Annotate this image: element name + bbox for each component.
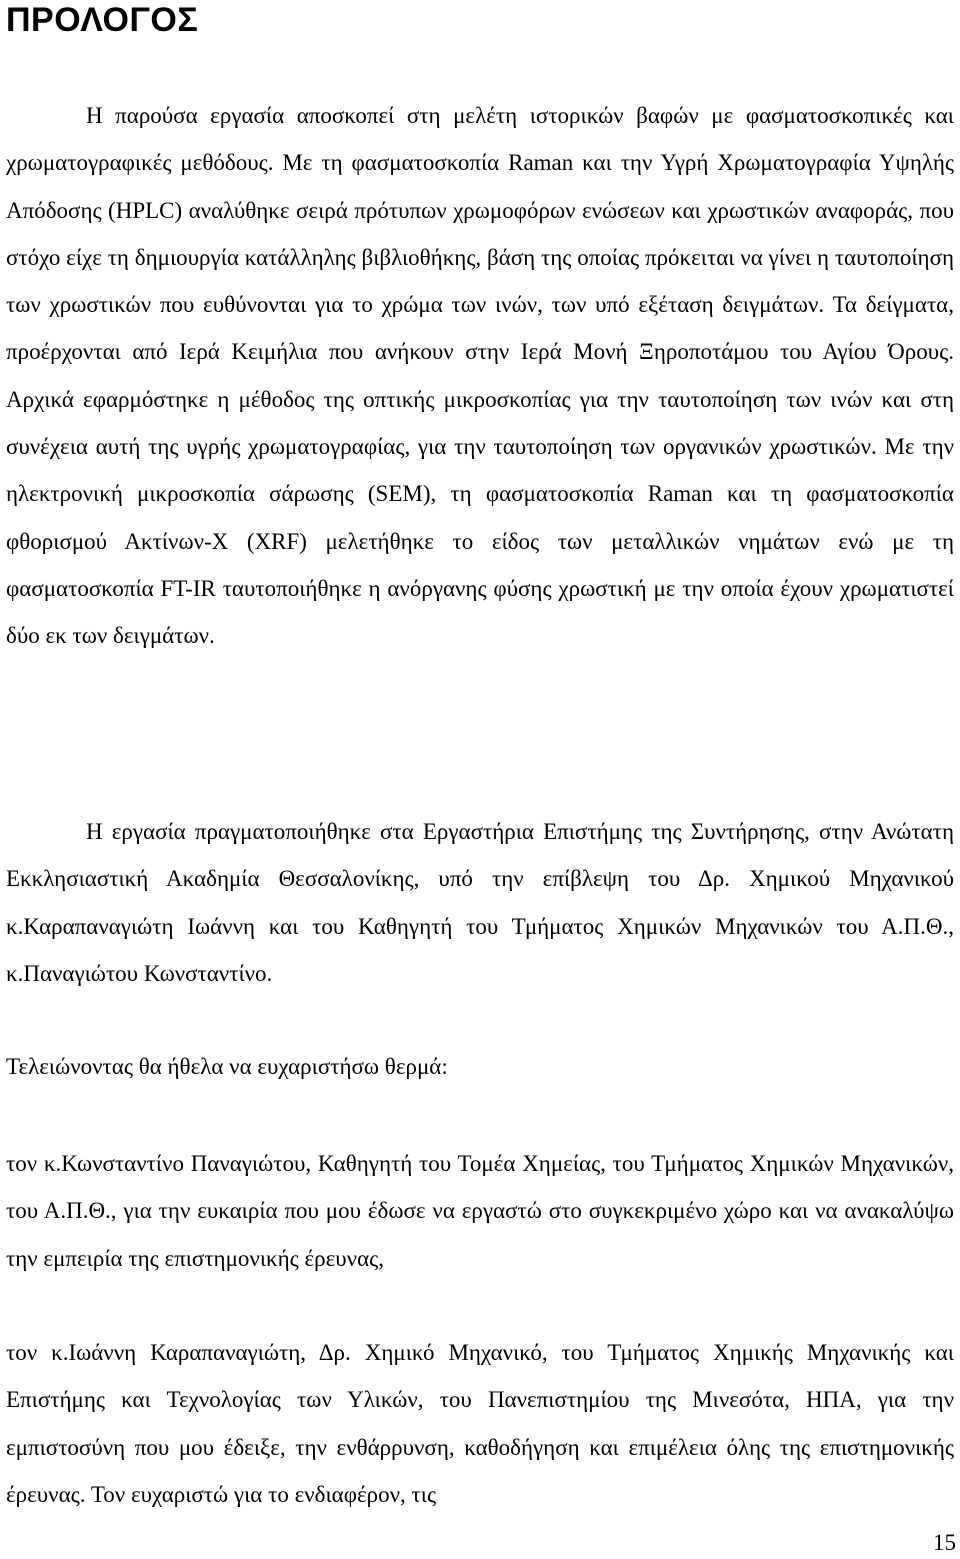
page-number: 15 bbox=[933, 1530, 956, 1555]
paragraph-abstract: Η παρούσα εργασία αποσκοπεί στη μελέτη ιστορικών βαφών με φασματοσκοπικές και χρωματογραφικές μεθόδους. Με τη φασματοσκοπία Raman και την Υγρή Χρωματογραφία Υψηλής Απόδοσης (HPLC) αναλύθηκε σειρά πρότυπων χρωμοφόρων ενώσεων και χρωστικών αναφοράς, που στόχο είχε τη δημιουργία κατάλληλης βιβλιοθήκης, βάση της οποίας πρόκειται να γίνει η ταυτοποίηση των χρωστικών που ευθύνονται για το χρώμα των ινών, των υπό εξέταση δειγμάτων. Τα δείγματα, προέρχονται από Ιερά Κειμήλια που ανήκουν στην Ιερά Μονή Ξηροποτάμου του Αγίου Όρους. Αρχικά εφαρμόστηκε η μέθοδος της οπτικής μικροσκοπίας για την ταυτοποίηση των ινών και στη συνέχεια αυτή της υγρής χρωματογραφίας, για την ταυτοποίηση των οργανικών χρωστικών. Με την ηλεκτρονική μικροσκοπία σάρωσης (SEM), τη φασματοσκοπία Raman και τη φασματοσκοπία φθορισμού Ακτίνων-Χ (XRF) μελετήθηκε το είδος των μεταλλικών νημάτων ενώ με τη φασματοσκοπία FT-IR ταυτοποιήθηκε η ανόργανης φύσης χρωστική με την οποία έχουν χρωματιστεί δύο εκ των δειγμάτων. bbox=[6, 103, 954, 649]
paragraph-thanks-karapanagiotis: τον κ.Ιωάννη Καραπαναγιώτη, Δρ. Χημικό Μηχανικό, του Τμήματος Χημικής Μηχανικής και Επιστήμης και Τεχνολογίας των Υλικών, του Πανεπιστημίου της Μινεσότα, ΗΠΑ, για την εμπιστοσύνη που μου έδειξε, την ενθάρρυνση, καθοδήγηση και επιμέλεια όλης της επιστημονικής έρευνας. Τον ευχαριστώ για το ενδιαφέρον, τις bbox=[6, 1340, 954, 1507]
page-title: ΠΡΟΛΟΓΟΣ bbox=[6, 1, 199, 39]
paragraph-thanks-intro: Τελειώνοντας θα ήθελα να ευχαριστήσω θερμά: bbox=[6, 1054, 448, 1079]
paragraph-institution: Η εργασία πραγματοποιήθηκε στα Εργαστήρια Επιστήμης της Συντήρησης, στην Ανώτατη Εκκλησιαστική Ακαδημία Θεσσαλονίκης, υπό την επίβλεψη του Δρ. Χημικού Μηχανικού κ.Καραπαναγιώτη Ιωάννη και του Καθηγητή του Τμήματος Χημικών Μηχανικών του Α.Π.Θ., κ.Παναγιώτου Κωνσταντίνο. bbox=[6, 819, 954, 986]
paragraph-thanks-panagiotou: τον κ.Κωνσταντίνο Παναγιώτου, Καθηγητή του Τομέα Χημείας, του Τμήματος Χημικών Μηχανικών, του Α.Π.Θ., για την ευκαιρία που μου έδωσε να εργαστώ στο συγκεκριμένο χώρο και να ανακαλύψω την εμπειρία της επιστημονικής έρευνας, bbox=[6, 1151, 954, 1271]
